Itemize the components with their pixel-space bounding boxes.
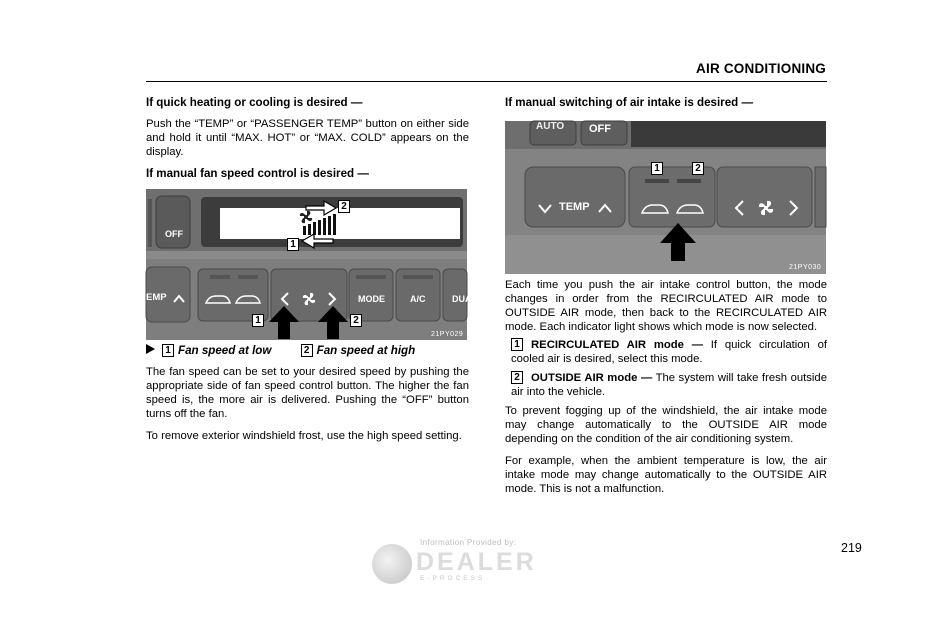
item-text-1: If quick circulation of cooled air is desired, select this mode. bbox=[511, 339, 828, 365]
heading-quick-heating: If quick heating or cooling is desired — bbox=[146, 96, 363, 109]
off-label-right: OFF bbox=[589, 123, 611, 135]
para-frost: To remove exterior windshield frost, use the high speed setting. bbox=[146, 430, 462, 442]
figure-code-right: 21PY030 bbox=[789, 264, 822, 271]
list-item-outside bbox=[511, 371, 827, 399]
para-quick-heating: Push the “TEMP” or “PASSENGER TEMP” button on either side and hold it until “MAX. HOT” or “MAX. COLD” appears on the display. bbox=[146, 118, 469, 158]
callout-2-top: 2 bbox=[338, 200, 350, 213]
item-title-1: RECIRCULATED AIR mode — bbox=[531, 339, 704, 351]
mode-label: MODE bbox=[358, 294, 385, 304]
caption-text-2: Fan speed at high bbox=[316, 344, 416, 357]
para-fan-speed: The fan speed can be set to your desired speed by pushing the appropriate side of fan speed control button. The higher the fan speed is, the more air is delivered. Pushing the “OFF” button turns off the fan. bbox=[146, 366, 469, 420]
list-item-recirculated bbox=[511, 338, 827, 366]
right-column-mid bbox=[505, 278, 827, 334]
para-fogging: To prevent fogging up of the windshield, the air intake mode may change automatically to the OUTSIDE AIR mode depending on the condition of the air conditioning system. bbox=[505, 405, 827, 445]
figure-caption bbox=[146, 344, 415, 357]
air-intake-photo bbox=[505, 121, 826, 274]
right-column-bottom bbox=[505, 404, 827, 496]
para-example: For example, when the ambient temperature is low, the air intake mode may change automatically to the OUTSIDE AIR mode. This is not a malfunction. bbox=[505, 455, 827, 495]
watermark bbox=[372, 538, 562, 588]
dealer-logo-icon bbox=[372, 544, 412, 584]
watermark-small: Information Provided by: bbox=[420, 538, 517, 547]
item-num-2: 2 bbox=[511, 371, 523, 384]
auto-label: AUTO bbox=[536, 121, 565, 132]
header-rule bbox=[146, 81, 827, 82]
heading-air-intake: If manual switching of air intake is desired — bbox=[505, 96, 754, 109]
fan-control-photo bbox=[146, 189, 472, 340]
callout-2-bottom: 2 bbox=[350, 314, 362, 327]
caption-text-1: Fan speed at low bbox=[178, 344, 272, 357]
caption-num-1: 1 bbox=[162, 344, 174, 357]
figure-code: 21PY029 bbox=[431, 331, 464, 338]
temp-label: EMP bbox=[146, 292, 167, 303]
watermark-big: DEALER bbox=[416, 548, 537, 576]
para-air-intake: Each time you push the air intake control button, the mode changes in order from the RECIRCULATED AIR mode to OUTSIDE AIR mode, then back to the RECIRCULATED AIR mode. Each indicator light shows which mode is now selected. bbox=[505, 279, 827, 333]
heading-fan-speed: If manual fan speed control is desired — bbox=[146, 167, 369, 180]
callout-2: 2 bbox=[692, 162, 704, 175]
item-title-2: OUTSIDE AIR mode — bbox=[531, 372, 653, 384]
item-text-2: The system will take fresh outside air into the vehicle. bbox=[511, 372, 827, 398]
temp-label-right: TEMP bbox=[559, 201, 590, 213]
play-triangle-icon bbox=[146, 344, 155, 354]
section-title: AIR CONDITIONING bbox=[696, 61, 826, 76]
ac-label: A/C bbox=[410, 294, 426, 304]
page-number: 219 bbox=[841, 541, 862, 555]
left-column-bottom bbox=[146, 365, 469, 443]
watermark-sub: E-PROCESS bbox=[420, 575, 486, 582]
callout-1-top: 1 bbox=[287, 238, 299, 251]
off-label: OFF bbox=[165, 229, 183, 239]
callout-1-bottom: 1 bbox=[252, 314, 264, 327]
caption-num-2: 2 bbox=[301, 344, 313, 357]
item-num-1: 1 bbox=[511, 338, 523, 351]
callout-1: 1 bbox=[651, 162, 663, 175]
left-column-top bbox=[146, 96, 469, 181]
right-column-top bbox=[505, 96, 827, 110]
dual-label: DUA bbox=[452, 294, 472, 304]
